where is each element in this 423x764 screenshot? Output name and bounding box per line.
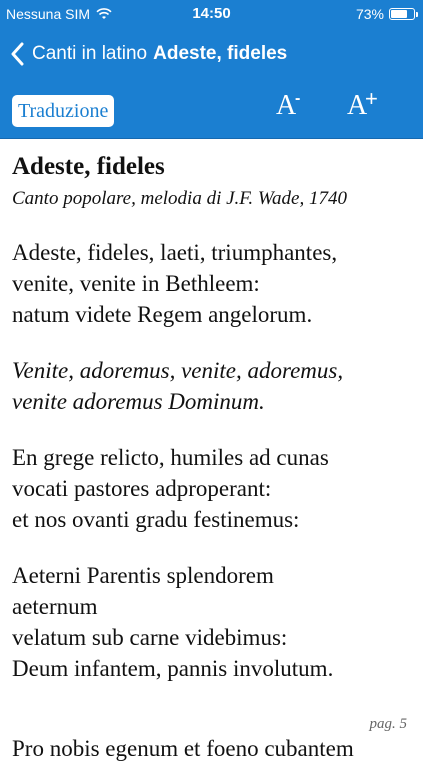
increase-font-letter: A: [347, 90, 368, 121]
chevron-left-icon: [10, 42, 24, 66]
back-button-label: Canti in latino: [32, 43, 148, 64]
refrain: [12, 355, 412, 417]
status-bar: [0, 0, 423, 28]
navigation-bar: [0, 28, 423, 84]
status-time: 14:50: [192, 5, 231, 22]
song-content: [12, 150, 412, 684]
verse-line-partial: Pro nobis egenum et foeno cubantem: [12, 736, 354, 761]
carrier-label: Nessuna SIM: [6, 6, 91, 22]
page-number: pag. 5: [369, 716, 407, 732]
decrease-font-letter: A: [276, 90, 297, 121]
battery-nub: [416, 12, 418, 17]
battery-fill: [391, 10, 407, 18]
verse-line: Deum infantem, pannis involutum.: [12, 656, 334, 681]
verse-line: velatum sub carne videbimus:: [12, 625, 288, 650]
verse-line: vocati pastores adproperant:: [12, 476, 272, 501]
verse-line: Adeste, fideles, laeti, triumphantes,: [12, 240, 338, 265]
translation-button[interactable]: Traduzione: [12, 95, 114, 127]
battery-icon: [389, 8, 415, 20]
song-subtitle: Canto popolare, melodia di J.F. Wade, 1740: [12, 188, 347, 209]
verse-line: natum videte Regem angelorum.: [12, 302, 313, 327]
verse-line: En grege relicto, humiles ad cunas: [12, 445, 329, 470]
verse-line: venite, venite in Bethleem:: [12, 271, 260, 296]
verse-line: aeternum: [12, 594, 98, 619]
status-right: [356, 6, 415, 22]
decrease-font-button[interactable]: [276, 90, 301, 130]
stanza: [12, 237, 412, 330]
plus-icon: +: [365, 86, 378, 111]
battery-percent: 73%: [355, 6, 384, 22]
minus-icon: -: [295, 90, 301, 107]
back-button[interactable]: [10, 42, 287, 66]
verse-line: et nos ovanti gradu festinemus:: [12, 507, 300, 532]
song-title: Adeste, fideles: [12, 153, 165, 180]
verse-line: venite adoremus Dominum.: [12, 389, 265, 414]
verse-line: Aeterni Parentis splendorem: [12, 563, 274, 588]
stanza: [12, 442, 412, 535]
toolbar: [0, 84, 423, 139]
verse-line: Venite, adoremus, venite, adoremus,: [12, 358, 344, 383]
nav-title: Adeste, fideles: [153, 43, 288, 64]
stanza: [12, 560, 412, 684]
increase-font-button[interactable]: [347, 86, 378, 130]
